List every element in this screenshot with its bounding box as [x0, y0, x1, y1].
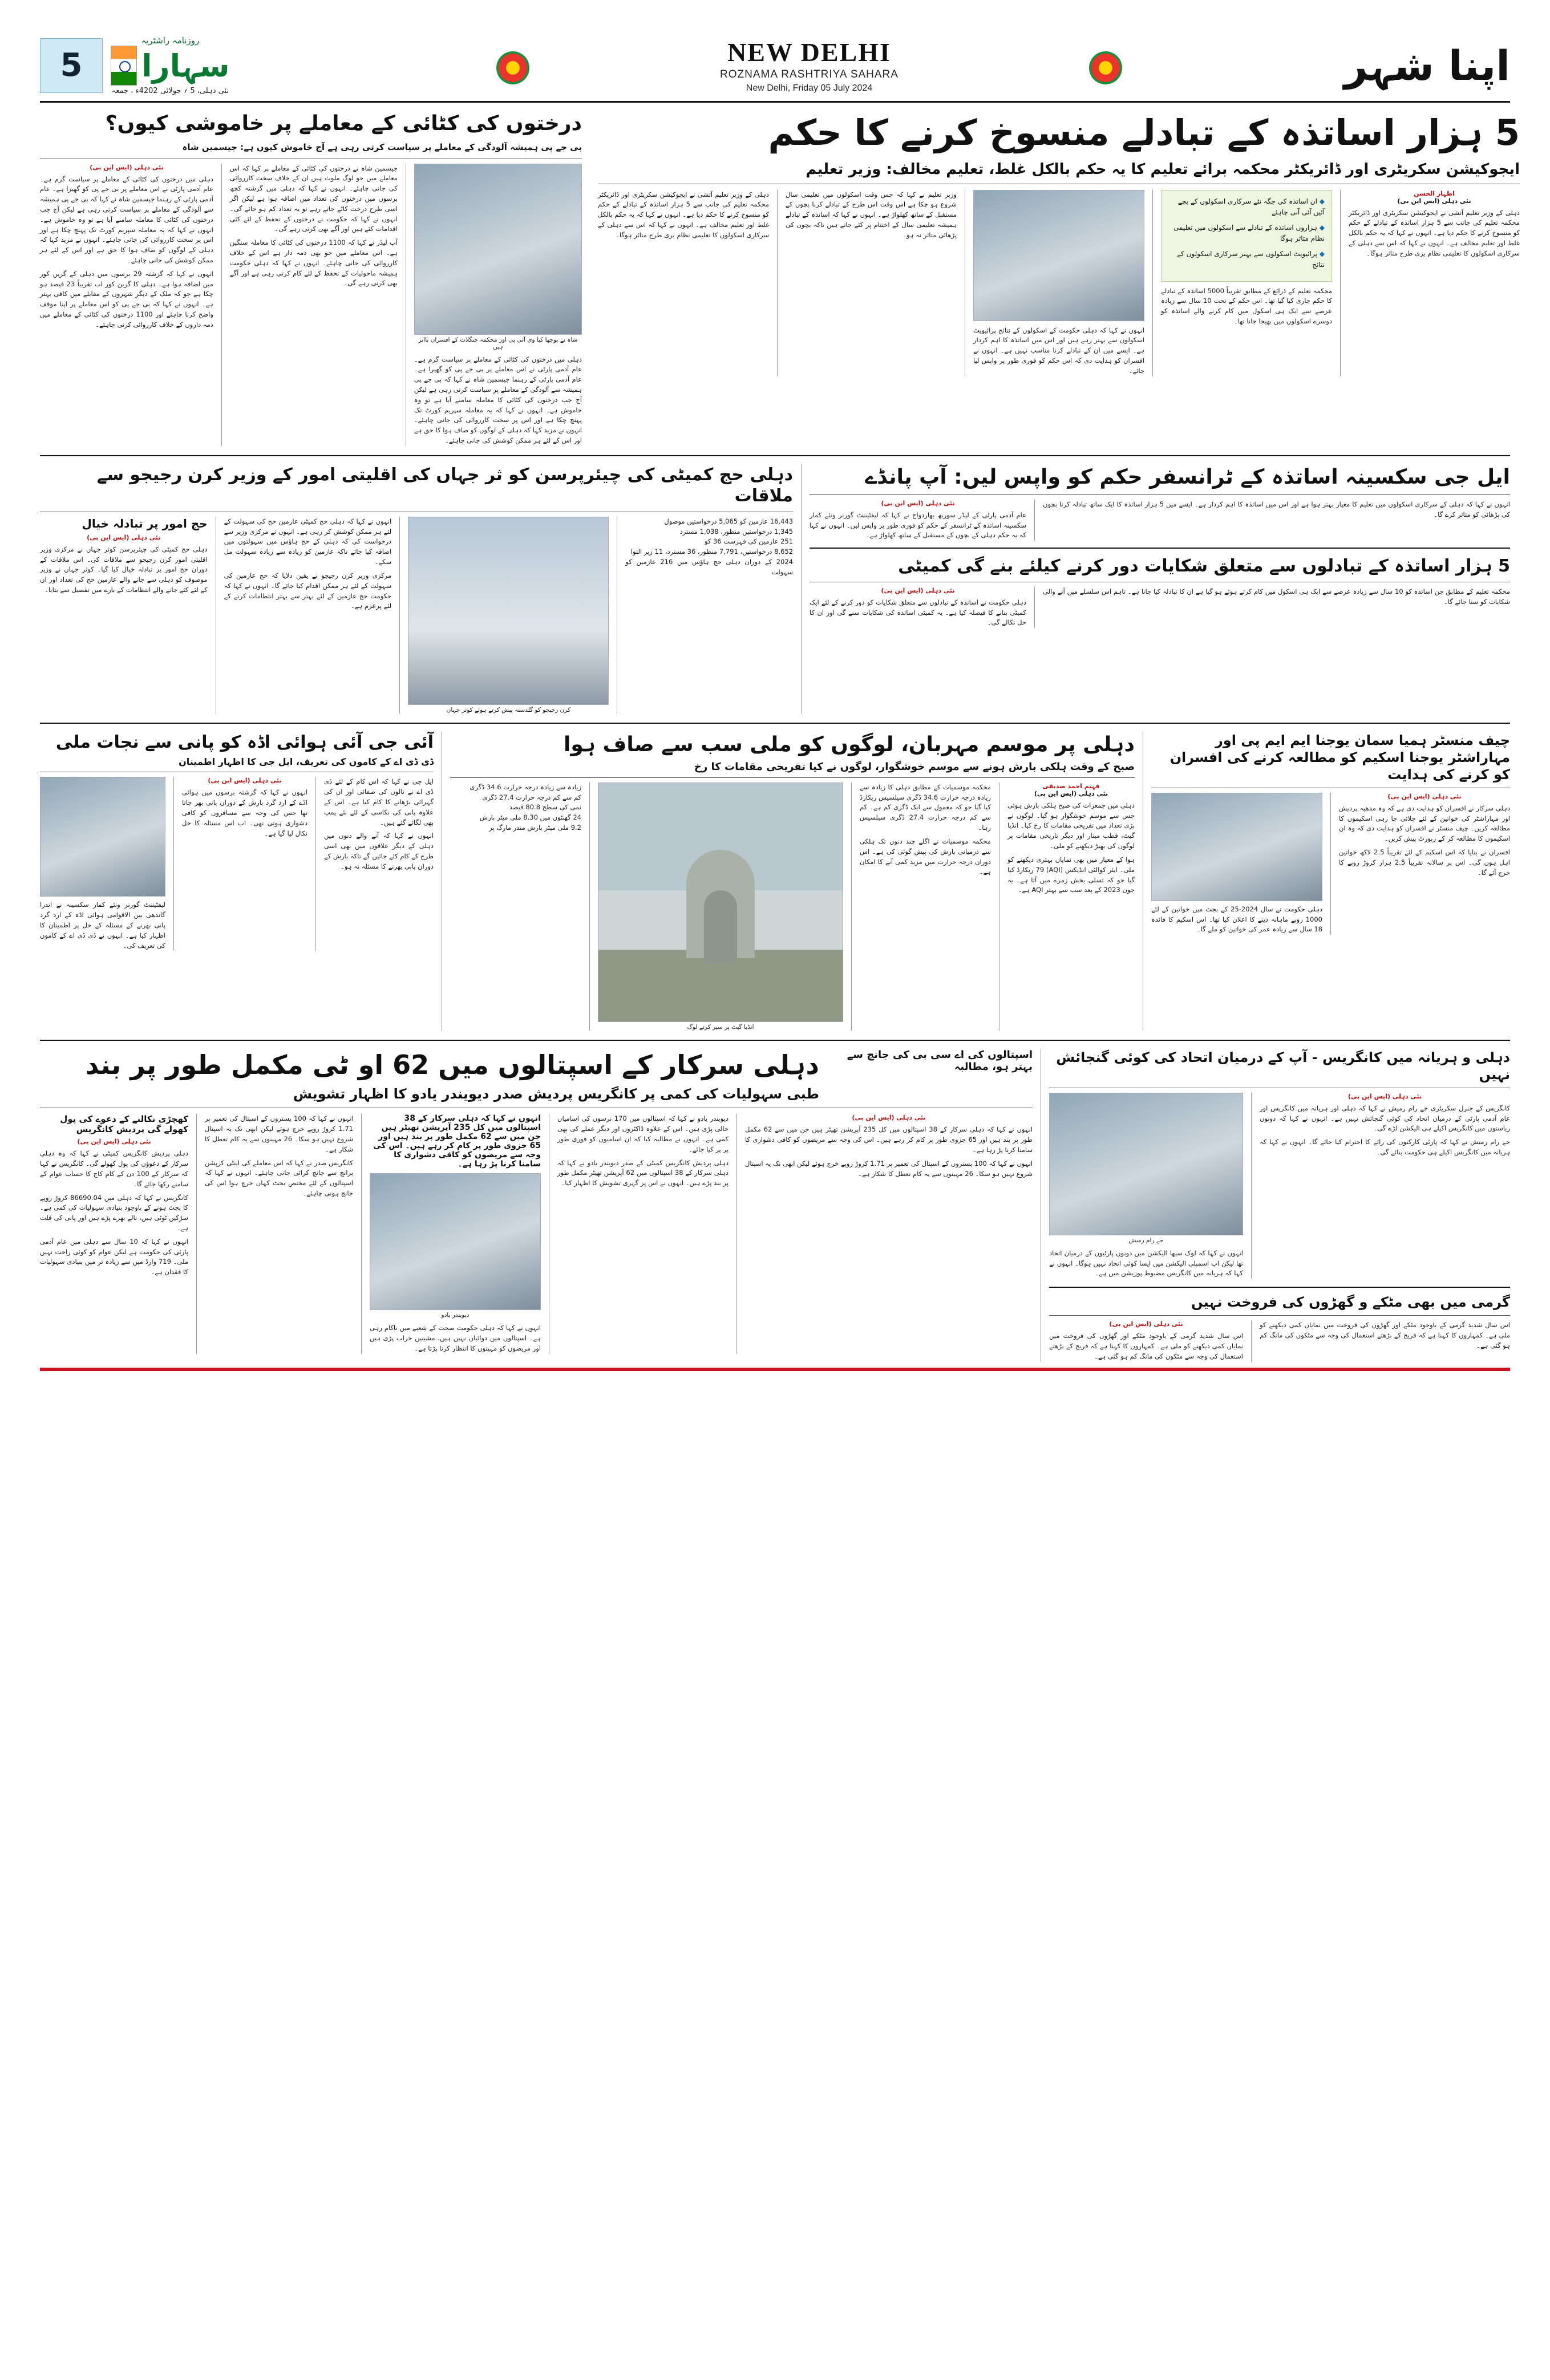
edition-dateline: New Delhi, Friday 05 July 2024 [746, 83, 873, 93]
transfer-subhead: ایجوکیشن سکریٹری اور ڈائریکٹر محکمہ برائے تعلیم کا یہ حکم بالکل غلط، تعلیم مخالف: وزیر تعلیم [806, 160, 1520, 178]
congress-headline: دہلی و ہریانہ میں کانگریس - آپ کے درمیان اتحاد کی کوئی گنجائش نہیں [1056, 1049, 1510, 1082]
haj-body-1: دہلی حج کمیٹی کی چیئرپرسن کوثر جہاں نے مرکزی وزیر اقلیتی امور کرن رجیجو سے ملاقات کی۔ اس ملاقات کے دوران حج امور پر تبادلہ خیال کیا گیا۔ کوثر جہاں نے وزیر موصوف کو دہلی سے جانے والے عازمین حج کی تعداد اور ان کے لئے کئے جانے والے انتظامات کے بارے میں تفصیل سے بتایا۔ [40, 545, 208, 594]
hospitals-headline: دہلی سرکار کے اسپتالوں میں 62 او ٹی مکمل طور پر بند [85, 1049, 819, 1080]
transfer-bullet-2: ◆ ہزاروں اساتذہ کے تبادلے سے اسکولوں میں تعلیمی نظام متاثر ہوگا [1168, 222, 1325, 244]
hospitals-sub2: اسپتالوں کی اے سی بی کی جانچ سے بہتر ہو، مطالبہ [847, 1048, 1033, 1073]
article-hospitals [40, 1049, 1033, 1362]
logo-main [111, 46, 230, 86]
committee-headline: 5 ہزار اساتذہ کے تبادلوں سے متعلق شکایات دور کرنے کیلئے بنے گی کمیٹی [898, 556, 1510, 577]
transfer-byline: اظہار الحسن [1414, 189, 1455, 197]
hospitals-subhead: طبی سہولیات کی کمی پر کانگریس پردیش صدر دیویندر یادو کا اظہار تشویش [293, 1086, 819, 1102]
weather-byline: فہیم احمد صدیقی [1042, 782, 1100, 790]
band-two [40, 464, 1510, 713]
lg-body-2: انہوں نے کہا کہ دہلی کے سرکاری اسکولوں میں تعلیم کا معیار بہتر ہوا ہے اور اس میں اساتذہ کا اہم کردار ہے۔ ایسے میں 5 ہزار اساتذہ کا ایک ساتھ تبادلہ کرنا بچوں کی پڑھائی کو متاثر کرے گا۔ [1043, 500, 1510, 518]
haj-body-2: انہوں نے کہا کہ دہلی حج کمیٹی عازمین حج کی سہولت کے لئے ہر ممکن کوشش کر رہی ہے۔ انہوں نے مرکزی وزیر سے درخواست کی کہ دہلی کے حج ہاؤس میں سہولتوں میں اضافہ کیا جائے تاکہ عازمین کو زیادہ سے زیادہ سہولت مل سکے۔ [224, 517, 392, 566]
article-congress [1049, 1049, 1510, 1279]
transfer-photo [973, 190, 1144, 321]
weather-body-2: محکمہ موسمیات کے مطابق دہلی کا زیادہ سے زیادہ درجہ حرارت 34.6 ڈگری سیلسیس ریکارڈ کیا گیا جو کہ معمول سے ایک ڈگری کم ہے۔ کم سے کم درجہ حرارت 27.4 ڈگری سیلسیس رہا۔ [860, 782, 991, 832]
edition-title: NEW DELHI [727, 38, 891, 67]
congress-body-2: انہوں نے کہا کہ لوک سبھا الیکشن میں دونوں پارٹیوں کے درمیان اتحاد تھا لیکن اب اسمبلی الیکشن میں ایسا کوئی اتحاد نہیں ہوگا۔ انہوں نے کہا کہ ہریانہ میں کانگریس مضبوط پوزیشن میں ہے۔ [1049, 1248, 1243, 1278]
weather-stat-3: نمی کی سطح 80.8 فیصد [509, 803, 581, 812]
transfer-headline: 5 ہزار اساتذہ کے تبادلے منسوخ کرنے کا حکم [768, 112, 1520, 153]
hospitals-body-2: انہوں نے کہا کہ دہلی سرکار کے 38 اسپتالوں میں کل 235 آپریشن تھیٹر ہیں جن میں سے 62 مکمل طور پر بند ہیں اور 65 جزوی طور پر کام کر رہے ہیں۔ اس کی وجہ سے مریضوں کو کافی دشواری کا سامنا کرنا پڑ رہا ہے۔ [745, 1125, 1033, 1154]
weather-body-3: ہوا کے معیار میں بھی نمایاں بہتری دیکھنے کو ملی۔ ایئر کوالٹی انڈیکس (AQI) 79 ریکارڈ کیا گیا جو کہ تسلی بخش زمرے میں آتا ہے۔ یہ جون 2023 کے بعد سب سے بہتر AQI ہے۔ [1007, 855, 1135, 894]
weather-stat-1: زیادہ سے زیادہ درجہ حرارت 34.6 ڈگری [470, 782, 581, 791]
hospitals-photo-caption: دیویندر یادو [441, 1312, 470, 1319]
transfer-bullet-3: ◆ پرائیویٹ اسکولوں سے بہتر سرکاری اسکولوں کے نتائج [1168, 249, 1325, 270]
transfer-bullets [1161, 190, 1332, 282]
weather-photo [598, 782, 843, 1022]
earthen-headline: گرمی میں بھی مٹکے و گھڑوں کی فروخت نہیں [1191, 1294, 1510, 1311]
haj-headline: دہلی حج کمیٹی کی چیئرپرسن کو ثر جہاں کی اقلیتی امور کے وزیر کرن رجیجو سے ملاقات [96, 464, 793, 506]
scheme-photo [1151, 793, 1322, 901]
trees-body-1: دہلی میں درختوں کی کٹائی کے معاملے پر سیاست گرم ہے۔ عام آدمی پارٹی نے اس معاملے پر بی جے پی کو گھیرا ہے۔ عام آدمی پارٹی کے رہنما جیسمین شاہ نے کہا کہ بی جے پی ہمیشہ سے آلودگی کے معاملے پر سیاست کرتی رہی ہے لیکن آج جب درختوں کی کٹائی کا معاملہ سامنے آیا ہے تو وہ خاموش ہے۔ انہوں نے کہا کہ یہ معاملہ سپریم کورٹ تک پہنچ چکا ہے اور اس پر سخت کارروائی کی جانی چاہئے۔ انہوں نے مزید کہا کہ دہلی کے لوگوں کو صاف ہوا کا حق ہے اور اس کے لئے ہر ممکن کوشش کی جانی چاہئے۔ [40, 175, 213, 264]
hospitals-body-6: انہوں نے کہا کہ 100 بستروں کے اسپتال کی تعمیر پر 1.71 کروڑ روپے خرچ ہوئے لیکن ابھی تک یہ اسپتال شروع نہیں ہو سکا۔ 26 مہینوں سے یہ کام تعطل کا شکار ہے۔ [205, 1114, 353, 1153]
igi-dateline: نئی دہلی (ایس این بی) [208, 777, 282, 785]
trees-body-4: آپ لیڈر نے کہا کہ 1100 درختوں کی کٹائی کا معاملہ سنگین ہے۔ اس معاملے میں جو بھی ذمہ دار ہے اس کے خلاف کارروائی کی جانی چاہئے۔ انہوں نے کہا کہ دہلی حکومت ہمیشہ ماحولیات کے تحفظ کے لئے کام کرتی رہی ہے اور آگے بھی کرتی رہے گی۔ [229, 238, 398, 287]
igi-headline: آئی جی آئی ہوائی اڈہ کو پانی سے نجات ملی [55, 732, 434, 752]
weather-body-1: دہلی میں جمعرات کی صبح ہلکی بارش ہوئی جس سے موسم خوشگوار ہو گیا۔ لوگوں نے بڑی تعداد میں تفریحی مقامات کا رخ کیا۔ انڈیا گیٹ، قطب مینار اور دیگر تاریخی مقامات پر لوگوں کی بھیڑ دیکھنے کو ملی۔ [1007, 801, 1135, 850]
scheme-headline: چیف منسٹر ہمیا سمان یوجنا ایم ایم پی اور مہاراشٹر یوجنا اسکیم کو مطالعہ کرنے کی افسران کو کرنے کی ہدایت [1169, 732, 1510, 782]
committee-dateline: نئی دہلی (ایس این بی) [881, 586, 955, 594]
scheme-dateline: نئی دہلی (ایس این بی) [1387, 792, 1462, 800]
pool-headline: کھچڑی نکالنے کے دعوے کی پول کھولے گی پردیش کانگریس [60, 1114, 188, 1135]
scheme-body-1: دہلی سرکار نے افسران کو ہدایت دی ہے کہ وہ مدھیہ پردیش اور مہاراشٹر کی خواتین کے لئے چلائی جا رہی اسکیموں کا مطالعہ کریں۔ چیف منسٹر نے افسران کو ہدایت دی کہ وہ ان اسکیموں کا مطالعہ کر کے رپورٹ پیش کریں۔ [1339, 804, 1510, 843]
weather-subhead: صبح کے وقت ہلکی بارش ہونے سے موسم خوشگوار، لوگوں نے کیا تفریحی مقامات کا رخ [694, 760, 1135, 773]
transfer-body-4: محکمہ تعلیم کے ذرائع کے مطابق تقریباً 5000 اساتذہ کے تبادلے کا حکم جاری کیا گیا تھا۔ اس حکم کے تحت 10 سال سے زیادہ عرصے سے ایک ہی اسکول میں کام کرنے والے اساتذہ کو دوسرے اسکولوں میں بھیجا جانا تھا۔ [1161, 286, 1333, 326]
logo-top-text: روزنامہ راشٹریہ [141, 35, 200, 46]
igi-body-3: ایل جی نے کہا کہ اس کام کے لئے ڈی ڈی اے نے نالوں کی صفائی اور ان کی گہرائی بڑھانے کا کام کیا ہے۔ اس کے علاوہ پانی کی نکاسی کے لئے نئے پمپ بھی لگائے گئے ہیں۔ [324, 777, 434, 826]
article-earthen [1049, 1294, 1510, 1361]
igi-sub: ڈی ڈی اے کے کاموں کی تعریف، ایل جی کا اظہار اطمینان [179, 756, 434, 768]
hospitals-dateline: نئی دہلی (ایس این بی) [852, 1114, 926, 1122]
haj-stat-4: 8,652 درخواستیں، 7,791 منظور، 36 مسترد، 11 زیر التوا [630, 548, 794, 556]
trees-subhead: بی جے پی ہمیشہ آلودگی کے معاملے پر سیاست کرتی رہی ہے آج خاموش کیوں ہے: جیسمین شاہ [182, 142, 582, 152]
hospitals-body-5: کانگریس صدر نے کہا کہ اس معاملے کی اینٹی کرپشن برانچ سے جانچ کرائی جانی چاہئے۔ انہوں نے کہا کہ اسپتالوں کے لئے مختص بجٹ کہاں خرچ ہوا اس کی جانچ ہونی چاہئے۔ [205, 1158, 353, 1197]
haj-stat-1: 16,443 عازمین کو 5,065 درخواستیں موصول [664, 517, 794, 525]
article-scheme [1151, 732, 1510, 1031]
pool-body-3: انہوں نے کہا کہ 10 سال سے دہلی میں عام آدمی پارٹی کی حکومت ہے لیکن عوام کو کوئی راحت نہیں ملی۔ 719 وارڈ میں سے زیادہ تر میں بنیادی سہولیات کا فقدان ہے۔ [40, 1237, 188, 1276]
flag-icon [111, 46, 137, 86]
weather-headline: دہلی پر موسم مہربان، لوگوں کو ملی سب سے صاف ہوا [563, 732, 1135, 756]
article-congress-group [1049, 1049, 1510, 1362]
hospitals-body-4: انہوں نے کہا کہ دہلی حکومت صحت کے شعبے میں ناکام رہی ہے۔ اسپتالوں میں دوائیاں نہیں ہیں، مشینیں خراب پڑی ہیں اور مریضوں کو مہینوں کا انتظار کرنا پڑتا ہے۔ [370, 1324, 541, 1352]
weather-photo-caption: انڈیا گیٹ پر سیر کرتے لوگ [687, 1023, 754, 1031]
haj-body-3: مرکزی وزیر کرن رجیجو نے یقین دلایا کہ حج عازمین کی سہولت کے لئے ہر ممکن اقدام کیا جائے گا۔ انہوں نے کہا کہ حکومت حج عازمین کے لئے بہتر سے بہتر انتظامات کرنے کے لئے پرعزم ہے۔ [224, 571, 392, 610]
weather-stat-2: کم سے کم درجہ حرارت 27.4 ڈگری [482, 793, 581, 801]
masthead [40, 34, 1510, 103]
haj-photo-caption: کرن رجیجو کو گلدستہ پیش کرتے ہوئے کوثر جہاں [446, 706, 570, 713]
masthead-left [40, 34, 405, 96]
congress-photo [1049, 1093, 1243, 1235]
masthead-center [405, 34, 1213, 96]
transfer-bullet-1: ◆ ان اساتذہ کی جگہ نئے سرکاری اسکولوں کے بچے آئیں آئی آنی چاہئے [1168, 196, 1325, 218]
igi-body-1: لیفٹیننٹ گورنر ونئے کمار سکسینہ نے اندرا گاندھی بین الاقوامی ہوائی اڈہ کے ارد گرد پانی بھرنے کے مسئلہ کے حل پر اطمینان کا اظہار کیا ہے۔ انہوں نے ڈی ڈی اے کے کاموں کی تعریف کی۔ [40, 901, 165, 950]
transfer-body-3: انہوں نے کہا کہ دہلی حکومت کے اسکولوں کے نتائج پرائیویٹ اسکولوں سے بہتر رہے ہیں اور اس میں اساتذہ کا اہم کردار ہے۔ ایسے میں ان کے تبادلے کرنا مناسب نہیں ہے۔ انہوں نے افسران کو ہدایت دی کہ اس حکم کو فوری طور پر واپس لیا جائے۔ [973, 326, 1144, 375]
lg-dateline: نئی دہلی (ایس این بی) [881, 499, 955, 507]
weather-stat-5: 24 گھنٹوں میں 8.30 ملی میٹر بارش [480, 813, 581, 822]
weather-dateline: نئی دہلی (ایس این بی) [1034, 789, 1108, 797]
transfer-body-2: وزیر تعلیم نے کہا کہ جس وقت اسکولوں میں تعلیمی سال شروع ہو چکا ہے اس وقت اس طرح کے تبادلے کرنا بچوں کے مستقبل کے ساتھ کھلواڑ ہے۔ انہوں نے کہا کہ اساتذہ کے تبادلے ہمیشہ تعلیمی سال کے اختتام پر کئے جاتے ہیں تاکہ بچوں کی پڑھائی متاثر نہ ہو۔ [786, 190, 957, 239]
sunburst-left-icon [496, 51, 529, 84]
transfer-body-5: دہلی کے وزیر تعلیم آتشی نے ایجوکیشن سکریٹری اور ڈائریکٹر محکمہ تعلیم کی جانب سے 5 ہزار اساتذہ کے تبادلے کے حکم کو منسوخ کرنے کا حکم دیا ہے۔ انہوں نے کہا کہ یہ حکم بالکل غلط اور تعلیم مخالف ہے۔ انہوں نے کہا کہ اس سے دہلی کے سرکاری اسکولوں کا تعلیمی نظام بری طرح متاثر ہوگا۔ [1349, 208, 1520, 257]
hospitals-body-3: دیویندر یادو نے کہا کہ اسپتالوں میں 170 نرسوں کی اسامیاں خالی پڑی ہیں۔ اس کے علاوہ ڈاکٹروں اور دیگر عملے کی بھی کمی ہے۔ انہوں نے مطالبہ کیا کہ ان اسامیوں کو فوری طور پر پر کیا جائے۔ [557, 1114, 729, 1153]
pool-body-1: دہلی پردیش کانگریس کمیٹی نے کہا کہ وہ دہلی سرکار کے دعوؤں کی پول کھولے گی۔ کانگریس نے کہا کہ سرکار کے 100 دن کے کام کاج کا حساب عوام کے سامنے رکھا جائے گا۔ [40, 1149, 188, 1188]
weather-stat-6: 9.2 ملی میٹر بارش مندر مارگ پر [489, 824, 581, 832]
hospitals-body-extra: انہوں نے کہا کہ 100 بستروں کے اسپتال کی تعمیر پر 1.71 کروڑ روپے خرچ ہوئے لیکن ابھی تک یہ اسپتال شروع نہیں ہو سکا۔ 26 مہینوں سے یہ کام تعطل کا شکار ہے۔ [745, 1159, 1033, 1178]
article-haj [40, 464, 793, 713]
band-three [40, 732, 1510, 1031]
masthead-right [1213, 34, 1510, 96]
publication-logo [111, 35, 230, 95]
earthen-dateline: نئی دہلی (ایس این بی) [1109, 1320, 1183, 1328]
lg-body-1: عام آدمی پارٹی کے لیڈر سوربھ بھاردواج نے کہا کہ لیفٹیننٹ گورنر ونئے کمار سکسینہ اساتذہ کے ٹرانسفر کے حکم کو فوری طور پر واپس لیں۔ انہوں نے کہا کہ یہ حکم دہلی کے بچوں کے مستقبل کے ساتھ کھلواڑ ہے۔ [810, 510, 1026, 540]
logo-dateline: نئی دہلی، 5 ؍ جولائی 2024ء ، جمعہ [111, 87, 229, 95]
haj-sub: حج امور پر تبادلہ خیال [82, 516, 208, 530]
lg-headline: ایل جی سکسینہ اساتذہ کے ٹرانسفر حکم کو واپس لیں: آپ پانڈے [865, 465, 1510, 489]
transfer-dateline: نئی دہلی (ایس این بی) [1397, 197, 1471, 205]
igi-body-4: انہوں نے کہا کہ آنے والے دنوں میں دہلی کے دیگر علاقوں میں بھی اسی طرح کے کام کئے جائیں گے تاکہ بارش کے دوران پانی بھرنے کا مسئلہ نہ ہو۔ [324, 832, 434, 870]
article-transfer [598, 111, 1520, 446]
band-top [40, 111, 1520, 446]
igi-photo [40, 777, 165, 897]
scheme-body-3: افسران نے بتایا کہ اس اسکیم کے لئے تقریباً 2.5 لاکھ خواتین اہل ہوں گی۔ اس پر سالانہ تقریباً 2.5 ہزار کروڑ روپے کا خرچ آئے گا۔ [1339, 848, 1511, 877]
article-igi [40, 732, 434, 1031]
trees-body-2: جیسمین شاہ نے درختوں کی کٹائی کے معاملے پر کہا کہ اس معاملے میں جو لوگ ملوث ہیں ان کے خلاف سخت کارروائی کی جانی چاہئے۔ انہوں نے کہا کہ دہلی میں گزشتہ کچھ برسوں میں درختوں کی تعداد میں اضافہ ہوا ہے لیکن اگر اسی طرح درخت کاٹے جاتے رہے تو یہ تعداد کم ہو جائے گی۔ انہوں نے کہا کہ حکومت نے درختوں کے تحفظ کے لئے کئی اقدامات کئے ہیں اور آگے بھی کرتی رہے گی۔ [229, 164, 398, 233]
bottom-rule [40, 1368, 1510, 1371]
trees-photo [414, 164, 582, 335]
earthen-body-2: اس سال شدید گرمی کے باوجود مٹکے اور گھڑوں کی فروخت میں نمایاں کمی دیکھنے کو ملی ہے۔ کمہاروں کا کہنا ہے کہ فریج کے بڑھتے استعمال کی وجہ سے مٹکوں کی مانگ کم ہو گئی ہے۔ [1260, 1321, 1510, 1349]
edition-subtitle: ROZNAMA RASHTRIYA SAHARA [720, 68, 899, 80]
trees-body-3: انہوں نے کہا کہ گزشتہ 29 برسوں میں دہلی کے گرین کور میں اضافہ ہوا ہے۔ دہلی کا گرین کور اب تقریباً 23 فیصد ہو چکا ہے جو کہ ملک کے دیگر شہروں کے مقابلے میں کافی بہتر ہے۔ انہوں نے کہا کہ بی جے پی کو اس معاملے پر اپنا موقف واضح کرنا چاہئے اور 1100 درختوں کی کٹائی کے معاملے میں ذمہ داروں کے خلاف کارروائی کرنی چاہئے۔ [40, 269, 213, 329]
hospitals-body-1: دہلی پردیش کانگریس کمیٹی کے صدر دیویندر یادو نے کہا کہ دہلی سرکار کے 38 اسپتالوں میں 62 آپریشن تھیٹر مکمل طور پر بند پڑے ہیں۔ انہوں نے اس پر گہری تشویش کا اظہار کیا۔ [557, 1158, 729, 1187]
igi-body-2: انہوں نے کہا کہ گزشتہ برسوں میں ہوائی اڈے کے ارد گرد بارش کے دوران پانی بھر جاتا تھا جس کی وجہ سے مسافروں کو کافی دشواری ہوتی تھی۔ اب اس مسئلہ کا حل نکال لیا گیا ہے۔ [182, 788, 307, 837]
article-trees [40, 111, 582, 446]
sunburst-right-icon [1089, 51, 1122, 84]
pool-body-2: کانگریس نے کہا کہ دہلی میں 86690.04 کروڑ روپے کا بجٹ ہونے کے باوجود بنیادی سہولیات کی کمی ہے۔ سڑکیں ٹوٹی ہیں، نالے بھرے پڑے ہیں اور پانی کی قلت ہے۔ [40, 1193, 188, 1232]
transfer-body-1: دہلی کے وزیر تعلیم آتشی نے ایجوکیشن سکریٹری اور ڈائریکٹر محکمہ تعلیم کی جانب سے 5 ہزار اساتذہ کے تبادلے کے حکم کو منسوخ کرنے کا حکم دیا ہے۔ انہوں نے کہا کہ یہ حکم بالکل غلط اور تعلیم مخالف ہے۔ انہوں نے کہا کہ اس سے دہلی کے سرکاری اسکولوں کا تعلیمی نظام بری طرح متاثر ہوگا۔ [598, 190, 769, 239]
article-weather [450, 732, 1135, 1031]
trees-body-5: دہلی میں درختوں کی کٹائی کے معاملے پر سیاست گرم ہے۔ عام آدمی پارٹی نے اس معاملے پر بی جے پی کو گھیرا ہے۔ عام آدمی پارٹی کے رہنما جیسمین شاہ نے کہا کہ بی جے پی ہمیشہ سے آلودگی کے معاملے پر سیاست کرتی رہی ہے لیکن آج جب درختوں کی کٹائی کا معاملہ سامنے آیا ہے تو وہ خاموش ہے۔ انہوں نے کہا کہ یہ معاملہ سپریم کورٹ تک پہنچ چکا ہے اور اس پر سخت کارروائی کی جانی چاہئے۔ انہوں نے مزید کہا کہ دہلی کے لوگوں کو صاف ہوا کا حق ہے اور اس کے لئے ہر ممکن کوشش کی جانی چاہئے۔ [414, 355, 582, 444]
hospitals-pullquote: انہوں نے کہا کہ دہلی سرکار کے 38 اسپتالوں میں کل 235 آپریشن تھیٹر ہیں جن میں سے 62 مکمل طور پر بند ہیں اور 65 جزوی طور پر کام کر رہے ہیں۔ اس کی وجہ سے مریضوں کو کافی دشواری کا سامنا کرنا پڑ رہا ہے۔ [373, 1114, 541, 1169]
congress-dateline: نئی دہلی (ایس این بی) [1347, 1092, 1422, 1100]
band-four [40, 1049, 1510, 1362]
congress-body-1: کانگریس کے جنرل سکریٹری جے رام رمیش نے کہا کہ دہلی اور ہریانہ میں کانگریس اور عام آدمی پارٹی کے درمیان اتحاد کی کوئی گنجائش نہیں ہے۔ انہوں نے کہا کہ دونوں ریاستوں میں کانگریس اکیلے ہی الیکشن لڑے گی۔ [1260, 1104, 1511, 1133]
haj-photo [408, 517, 609, 705]
committee-body-2: محکمہ تعلیم کے مطابق جن اساتذہ کو 10 سال سے زیادہ عرصے سے ایک ہی اسکول میں کام کرتے ہوئے ہو گیا ہے ان کا تبادلہ کیا جانا ہے۔ تاہم اس سلسلے میں آنے والی شکایات کو سنا جائے گا۔ [1043, 587, 1511, 606]
congress-body-3: جے رام رمیش نے کہا کہ پارٹی کارکنوں کی رائے کا احترام کیا جائے گا۔ انہوں نے کہا کہ ہریانہ میں کانگریس اکیلے ہی حکومت بنائے گی۔ [1260, 1138, 1510, 1157]
haj-stat-3: 251 عازمین کی فہرست 36 کو [704, 537, 794, 546]
article-lg [810, 464, 1510, 541]
pool-dateline: نئی دہلی (ایس این بی) [77, 1138, 151, 1146]
logo-wordmark: سہارا [141, 47, 230, 84]
haj-stat-2: 1,345 درخواستیں منظور، 1,038 مسترد [679, 527, 794, 536]
article-lg-group [810, 464, 1510, 713]
trees-dateline: نئی دہلی (ایس این بی) [90, 163, 164, 171]
haj-dateline: نئی دہلی (ایس این بی) [87, 533, 161, 541]
hospitals-photo [370, 1173, 541, 1310]
scheme-body-2: دہلی حکومت نے سال 2024-25 کے بجٹ میں خواتین کے لئے 1000 روپے ماہانہ دینے کا اعلان کیا تھا۔ اس اسکیم کا فائدہ 18 سال سے زیادہ عمر کی خواتین کو ملے گا۔ [1151, 905, 1322, 934]
trees-headline: درختوں کی کٹائی کے معاملے پر خاموشی کیوں؟ [105, 112, 582, 135]
section-title: اپنا شہر [1344, 41, 1510, 90]
trees-photo-caption: شاہ نے پوچھا کیا وی آئی پی اور محکمہ جنگلات کے افسران بااثر ہیں [418, 336, 578, 350]
article-committee [810, 556, 1510, 628]
earthen-body-1: اس سال شدید گرمی کے باوجود مٹکے اور گھڑوں کی فروخت میں نمایاں کمی دیکھنے کو ملی ہے۔ کمہاروں کا کہنا ہے کہ فریج کے بڑھتے استعمال کی وجہ سے مٹکوں کی مانگ کم ہو گئی ہے۔ [1049, 1332, 1243, 1360]
weather-body-4: محکمہ موسمیات نے اگلے چند دنوں تک ہلکی سے درمیانی بارش کی پیش گوئی کی ہے۔ اس دوران درجہ حرارت میں مزید کمی آنے کا امکان ہے۔ [860, 837, 991, 876]
committee-body-1: دہلی حکومت نے اساتذہ کے تبادلوں سے متعلق شکایات کو دور کرنے کے لئے ایک کمیٹی بنانے کا فیصلہ کیا ہے۔ یہ کمیٹی اساتذہ کی شکایات سنے گی اور ان کا حل نکالے گی۔ [810, 598, 1026, 627]
congress-photo-caption: جے رام رمیش [1128, 1236, 1164, 1244]
haj-stat-5: 2024 کے دوران دہلی حج ہاؤس میں 216 عازمین کو سہولت [625, 558, 794, 576]
page-number: 5 [40, 38, 103, 93]
